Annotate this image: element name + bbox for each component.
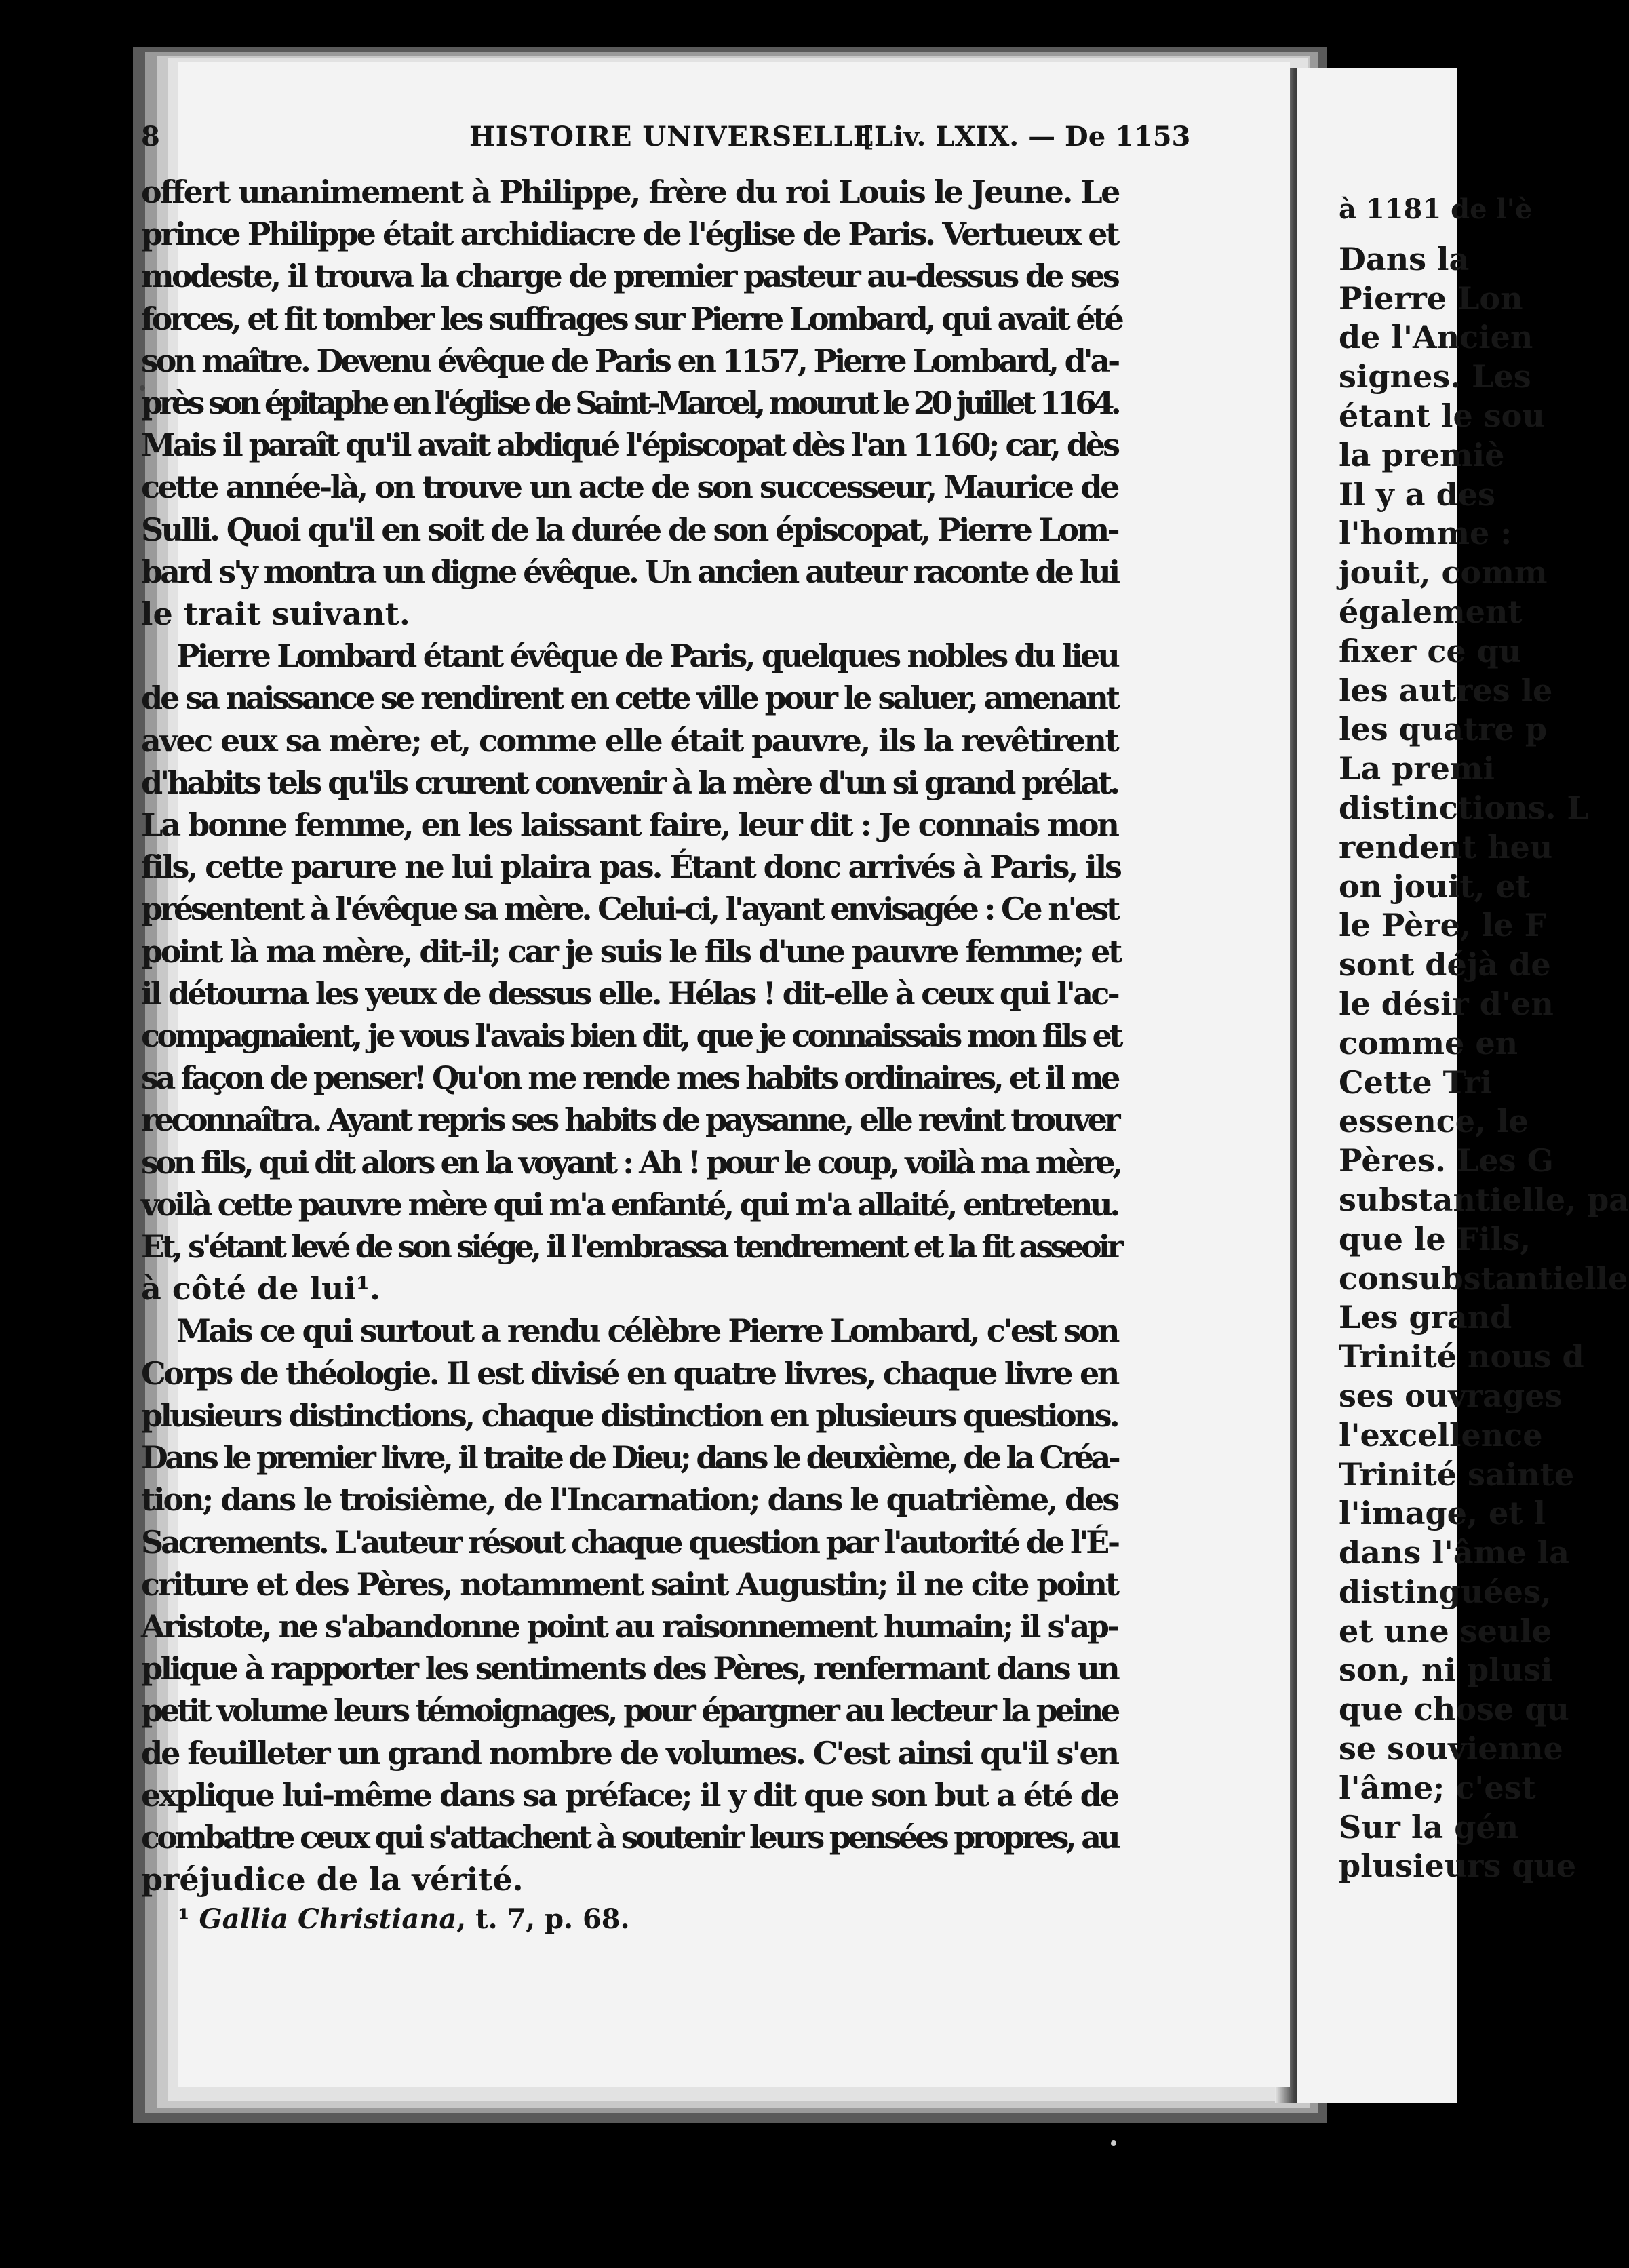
running-header bbox=[141, 121, 1191, 170]
text-line: reconnaîtra. Ayant repris ses habits de paysanne, elle revint trouver bbox=[141, 1101, 1118, 1139]
text-line: cette année-là, on trouve un acte de son successeur, Maurice de bbox=[141, 469, 1118, 506]
right-text-line: les quatre p bbox=[1339, 711, 1547, 748]
right-text-line: dans l'âme la bbox=[1339, 1534, 1569, 1571]
right-text-line: essence, le bbox=[1339, 1103, 1529, 1140]
right-text-line: Trinité nous d bbox=[1339, 1338, 1584, 1375]
text-line: de feuilleter un grand nombre de volumes. C'est ainsi qu'il s'en bbox=[141, 1734, 1118, 1772]
right-text-line: rendent heu bbox=[1339, 828, 1553, 865]
right-text-line: substantielle, pa bbox=[1339, 1181, 1629, 1218]
text-line: La bonne femme, en les laissant faire, leur dit : Je connais mon bbox=[141, 806, 1118, 844]
paragraph-1 bbox=[141, 171, 1122, 635]
right-text-line: l'âme; c'est bbox=[1339, 1769, 1536, 1806]
text-line: tion; dans le troisième, de l'Incarnation; dans le quatrième, des bbox=[141, 1481, 1118, 1519]
text-line: Sacrements. L'auteur résout chaque question par l'autorité de l'É- bbox=[141, 1523, 1118, 1561]
right-text-line: Les grand bbox=[1339, 1299, 1512, 1336]
right-text-line: Cette Tri bbox=[1339, 1063, 1493, 1101]
body-text bbox=[141, 171, 1122, 1900]
text-line: petit volume leurs témoignages, pour épargner au lecteur la peine bbox=[141, 1692, 1118, 1729]
right-text-line: Il y a des bbox=[1339, 475, 1495, 513]
right-text-line: distinctions. L bbox=[1339, 789, 1589, 826]
text-line: d'habits tels qu'ils crurent convenir à la mère d'un si grand prélat. bbox=[141, 764, 1118, 801]
text-line: fils, cette parure ne lui plaira pas. Étant donc arrivés à Paris, ils bbox=[141, 848, 1120, 886]
text-line: il détourna les yeux de dessus elle. Hélas ! dit-elle à ceux qui l'ac- bbox=[141, 975, 1118, 1012]
right-text-line: comme en bbox=[1339, 1024, 1518, 1061]
right-text-line: on jouit, et bbox=[1339, 867, 1531, 905]
text-line: son maître. Devenu évêque de Paris en 1157, Pierre Lombard, d'a- bbox=[141, 342, 1118, 379]
right-text-line: Dans la bbox=[1339, 240, 1470, 277]
text-line: à côté de lui¹. bbox=[141, 1270, 381, 1308]
text-line: plique à rapporter les sentiments des Pères, renfermant dans un bbox=[141, 1650, 1118, 1687]
text-line: son fils, qui dit alors en la voyant : Ah ! pour le coup, voilà ma mère, bbox=[141, 1143, 1120, 1181]
right-text-line: l'homme : bbox=[1339, 515, 1512, 552]
right-text-line: et une seule bbox=[1339, 1612, 1552, 1649]
text-line: Corps de théologie. Il est divisé en quatre livres, chaque livre en bbox=[141, 1354, 1118, 1392]
right-text-line: Pierre Lon bbox=[1339, 279, 1523, 317]
text-line: Pierre Lombard étant évêque de Paris, quelques nobles du lieu bbox=[176, 638, 1118, 675]
right-text-line: l'image, et l bbox=[1339, 1495, 1546, 1532]
right-text-line: la premiè bbox=[1339, 436, 1505, 473]
right-text-line: La premi bbox=[1339, 750, 1495, 787]
right-text-line: Sur la gén bbox=[1339, 1808, 1519, 1845]
text-line: Aristote, ne s'abandonne point au raisonnement humain; il s'ap- bbox=[141, 1607, 1118, 1645]
right-text-line: Trinité sainte bbox=[1339, 1455, 1575, 1493]
text-line: sa façon de penser! Qu'on me rende mes habits ordinaires, et il me bbox=[141, 1059, 1118, 1097]
right-text-line: consubstantielle bbox=[1339, 1259, 1628, 1297]
text-line: criture et des Pères, notamment saint Augustin; il ne cite point bbox=[141, 1565, 1118, 1603]
right-text-line: se souvienne bbox=[1339, 1730, 1563, 1767]
paragraph-3 bbox=[141, 1310, 1118, 1900]
page-number: 8 bbox=[141, 121, 160, 153]
text-line: combattre ceux qui s'attachent à soutenir leurs pensées propres, au bbox=[141, 1818, 1118, 1856]
text-line: avec eux sa mère; et, comme elle était pauvre, ils la revêtirent bbox=[141, 722, 1118, 759]
text-line: Et, s'étant levé de son siége, il l'embrassa tendrement et la fit asseoir bbox=[141, 1228, 1120, 1266]
text-line: compagnaient, je vous l'avais bien dit, que je connaissais mon fils et bbox=[141, 1017, 1120, 1055]
text-line: modeste, il trouva la charge de premier pasteur au-dessus de ses bbox=[141, 258, 1118, 295]
footnote-source: Gallia Christiana bbox=[199, 1903, 457, 1935]
text-line: bard s'y montra un digne évêque. Un ancien auteur raconte de lui bbox=[141, 553, 1118, 590]
text-line: Mais ce qui surtout a rendu célèbre Pierre Lombard, c'est son bbox=[176, 1312, 1118, 1350]
footnote bbox=[178, 1903, 630, 1935]
text-line: près son épitaphe en l'église de Saint-Marcel, mourut le 20 juillet 1164. bbox=[141, 385, 1118, 422]
right-text-line: l'excellence bbox=[1339, 1416, 1543, 1453]
right-text-line: les autres le bbox=[1339, 671, 1553, 709]
text-line: plusieurs distinctions, chaque distinction en plusieurs questions. bbox=[141, 1396, 1118, 1434]
text-line: présentent à l'évêque sa mère. Celui-ci, l'ayant envisagée : Ce n'est bbox=[141, 891, 1118, 928]
text-line: de sa naissance se rendirent en cette ville pour le saluer, amenant bbox=[141, 680, 1118, 717]
running-context: [Liv. LXIX. — De 1153 bbox=[861, 121, 1191, 153]
right-text-line: Pères. Les G bbox=[1339, 1142, 1554, 1179]
right-page bbox=[1297, 68, 1629, 2103]
text-line: voilà cette pauvre mère qui m'a enfanté, qui m'a allaité, entretenu. bbox=[141, 1186, 1118, 1223]
text-line: Mais il paraît qu'il avait abdiqué l'épiscopat dès l'an 1160; car, dès bbox=[141, 427, 1118, 464]
right-text-line: ses ouvrages bbox=[1339, 1377, 1563, 1414]
right-text-line: distinguées, bbox=[1339, 1573, 1552, 1610]
right-text-line: le désir d'en bbox=[1339, 985, 1554, 1022]
footnote-marker: ¹ bbox=[178, 1903, 190, 1935]
right-text-line: plusieurs que bbox=[1339, 1847, 1577, 1885]
running-title: HISTOIRE UNIVERSELLE bbox=[469, 121, 875, 153]
right-text-line: jouit, comm bbox=[1339, 554, 1548, 591]
text-line: Sulli. Quoi qu'il en soit de la durée de son épiscopat, Pierre Lom- bbox=[141, 511, 1118, 548]
footnote-reference: , t. 7, p. 68. bbox=[456, 1903, 630, 1935]
right-text-line: étant le sou bbox=[1339, 397, 1545, 434]
right-text-line: son, ni plusi bbox=[1339, 1651, 1553, 1689]
right-text-line: que le Fils, bbox=[1339, 1220, 1531, 1257]
text-line: offert unanimement à Philippe, frère du roi Louis le Jeune. Le bbox=[141, 174, 1119, 210]
text-line: prince Philippe était archidiacre de l'église de Paris. Vertueux et bbox=[141, 216, 1118, 253]
right-text-line: le Père, le F bbox=[1339, 907, 1547, 944]
text-line: le trait suivant. bbox=[141, 595, 410, 633]
right-text-line: également bbox=[1339, 593, 1523, 630]
right-text-line: fixer ce qu bbox=[1339, 632, 1522, 669]
text-line: explique lui-même dans sa préface; il y dit que son but a été de bbox=[141, 1776, 1118, 1814]
right-page-header: à 1181 de l'è bbox=[1339, 193, 1533, 225]
right-text-line: sont déjà de bbox=[1339, 946, 1551, 983]
right-text-line: signes. Les bbox=[1339, 358, 1531, 395]
text-line: préjudice de la vérité. bbox=[141, 1861, 524, 1898]
right-page-text bbox=[1339, 190, 1629, 1886]
paragraph-2 bbox=[141, 635, 1118, 1310]
text-line: point là ma mère, dit-il; car je suis le fils d'une pauvre femme; et bbox=[141, 933, 1120, 970]
right-text-line: que chose qu bbox=[1339, 1691, 1569, 1728]
right-text-line: de l'Ancien bbox=[1339, 319, 1533, 356]
text-line: Dans le premier livre, il traite de Dieu; dans le deuxième, de la Créa- bbox=[141, 1439, 1118, 1477]
text-line: forces, et fit tomber les suffrages sur Pierre Lombard, qui avait été bbox=[141, 300, 1122, 337]
